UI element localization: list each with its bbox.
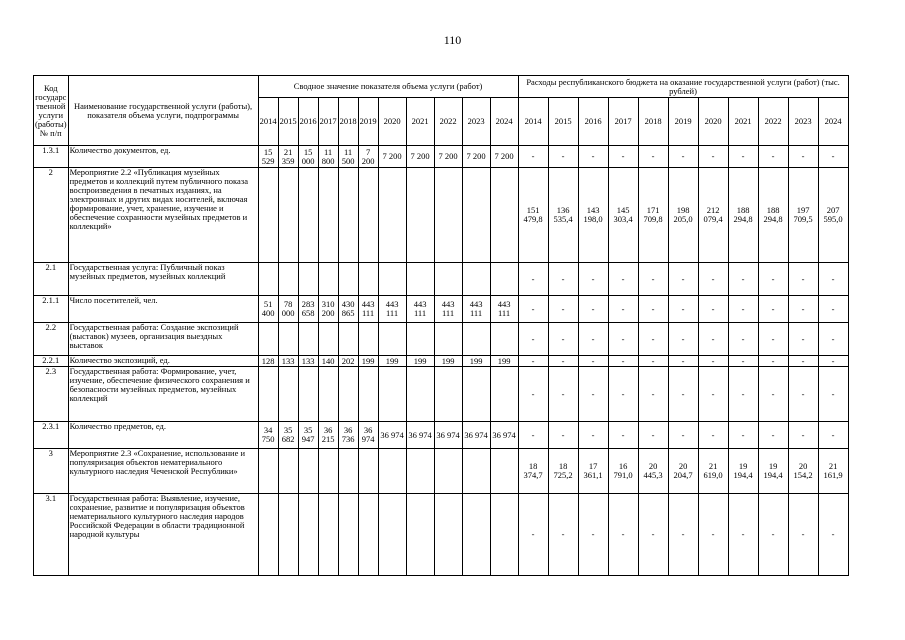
expense-cell: 197 709,5	[788, 168, 818, 263]
expense-cell: -	[788, 296, 818, 323]
volume-cell: 443 111	[358, 296, 378, 323]
expense-cell: 143 198,0	[578, 168, 608, 263]
volume-cell	[318, 449, 338, 494]
expense-year-header: 2022	[758, 98, 788, 146]
expense-cell: -	[728, 146, 758, 168]
volume-cell	[434, 263, 462, 296]
volume-cell	[490, 168, 518, 263]
volume-cell	[338, 494, 358, 576]
expense-cell: -	[608, 323, 638, 356]
expense-cell: -	[638, 367, 668, 422]
volume-cell	[358, 494, 378, 576]
volume-cell: 7 200	[462, 146, 490, 168]
expense-cell: -	[818, 296, 848, 323]
expense-cell: 145 303,4	[608, 168, 638, 263]
expense-cell: -	[728, 422, 758, 449]
expense-cell: -	[698, 296, 728, 323]
expense-cell: -	[608, 146, 638, 168]
expense-cell: -	[548, 296, 578, 323]
expense-cell: -	[518, 296, 548, 323]
expense-cell: -	[758, 494, 788, 576]
expense-cell: -	[518, 263, 548, 296]
volume-year-header: 2020	[378, 98, 406, 146]
row-code: 2.2	[34, 323, 69, 356]
expense-cell: -	[608, 263, 638, 296]
row-code: 2.3.1	[34, 422, 69, 449]
table-row	[34, 422, 849, 449]
expense-cell: -	[548, 263, 578, 296]
row-code: 2.1.1	[34, 296, 69, 323]
volume-cell	[298, 449, 318, 494]
expense-cell: -	[728, 323, 758, 356]
expense-cell: -	[818, 356, 848, 367]
volume-cell: 34 750	[258, 422, 278, 449]
expense-group-header: Расходы республиканского бюджета на оказание государственной услуги (работ) (тыс. рублей)	[518, 76, 848, 98]
expense-cell: -	[758, 422, 788, 449]
expense-cell: -	[758, 146, 788, 168]
expense-cell: -	[668, 323, 698, 356]
expense-cell: -	[758, 263, 788, 296]
volume-cell	[318, 494, 338, 576]
volume-year-header: 2023	[462, 98, 490, 146]
expense-cell: -	[758, 367, 788, 422]
volume-cell: 443 111	[378, 296, 406, 323]
volume-cell: 133	[298, 356, 318, 367]
expense-cell: -	[668, 263, 698, 296]
name-header: Наименование государственной услуги (работы), показателя объема услуги, подпрограммы	[68, 76, 258, 146]
expense-cell: -	[608, 356, 638, 367]
expense-cell: -	[638, 263, 668, 296]
volume-cell	[258, 449, 278, 494]
expense-cell: -	[578, 422, 608, 449]
expense-cell: -	[578, 296, 608, 323]
volume-cell	[358, 168, 378, 263]
row-name: Государственная работа: Создание экспозиций (выставок) музеев, организация выездных выставок	[68, 323, 258, 356]
expense-year-header: 2019	[668, 98, 698, 146]
table-row	[34, 356, 849, 367]
expense-cell: 18 374,7	[518, 449, 548, 494]
expense-cell: -	[758, 323, 788, 356]
expense-cell: -	[788, 356, 818, 367]
expense-year-header: 2016	[578, 98, 608, 146]
row-code: 2.2.1	[34, 356, 69, 367]
volume-cell	[490, 494, 518, 576]
volume-cell	[278, 367, 298, 422]
volume-cell: 36 974	[378, 422, 406, 449]
expense-cell: -	[668, 422, 698, 449]
volume-cell	[406, 367, 434, 422]
volume-cell: 36 215	[318, 422, 338, 449]
volume-cell	[258, 367, 278, 422]
volume-cell: 36 736	[338, 422, 358, 449]
volume-cell	[358, 367, 378, 422]
volume-year-header: 2014	[258, 98, 278, 146]
row-code: 2	[34, 168, 69, 263]
expense-cell: -	[578, 356, 608, 367]
volume-cell	[378, 263, 406, 296]
row-name: Государственная услуга: Публичный показ музейных предметов, музейных коллекций	[68, 263, 258, 296]
volume-cell: 78 000	[278, 296, 298, 323]
expense-cell: 19 194,4	[728, 449, 758, 494]
volume-cell	[358, 323, 378, 356]
volume-cell	[278, 494, 298, 576]
expense-year-header: 2018	[638, 98, 668, 146]
services-table	[33, 75, 849, 576]
volume-cell: 199	[462, 356, 490, 367]
volume-cell: 133	[278, 356, 298, 367]
volume-cell	[406, 168, 434, 263]
expense-cell: -	[728, 296, 758, 323]
table-row	[34, 263, 849, 296]
expense-cell: -	[698, 323, 728, 356]
volume-cell	[338, 323, 358, 356]
volume-cell	[378, 449, 406, 494]
expense-cell: -	[758, 356, 788, 367]
volume-cell	[318, 367, 338, 422]
volume-group-header: Сводное значение показателя объема услуги (работ)	[258, 76, 518, 98]
row-name: Государственная работа: Формирование, учет, изучение, обеспечение физического сохранения и безопасности музейных предметов, музейных коллекций	[68, 367, 258, 422]
volume-cell: 443 111	[434, 296, 462, 323]
expense-cell: -	[548, 494, 578, 576]
volume-year-header: 2021	[406, 98, 434, 146]
expense-cell: -	[818, 367, 848, 422]
volume-cell	[490, 263, 518, 296]
volume-cell: 7 200	[358, 146, 378, 168]
volume-cell	[318, 323, 338, 356]
volume-cell: 7 200	[378, 146, 406, 168]
expense-year-header: 2023	[788, 98, 818, 146]
expense-cell: -	[518, 367, 548, 422]
expense-cell: -	[698, 356, 728, 367]
volume-cell	[298, 367, 318, 422]
expense-cell: -	[518, 356, 548, 367]
row-code: 3.1	[34, 494, 69, 576]
row-name: Мероприятие 2.2 «Публикация музейных предметов и коллекций путем публичного показа воспроизведения в печатных изданиях, на электронных и других видах носителей, включая формирование, учет, хранение, изучение и обеспечение сохранности музейных предметов и коллекций»	[68, 168, 258, 263]
expense-cell: 21 619,0	[698, 449, 728, 494]
expense-cell: -	[668, 296, 698, 323]
expense-cell: -	[578, 367, 608, 422]
table-row	[34, 146, 849, 168]
expense-year-header: 2017	[608, 98, 638, 146]
expense-cell: 151 479,8	[518, 168, 548, 263]
volume-cell	[434, 323, 462, 356]
expense-cell: -	[788, 367, 818, 422]
volume-cell	[406, 494, 434, 576]
expense-year-header: 2021	[728, 98, 758, 146]
expense-cell: -	[608, 367, 638, 422]
expense-cell: -	[608, 494, 638, 576]
row-name: Мероприятие 2.3 «Сохранение, использование и популяризация объектов нематериального культурного наследия Чеченской Республики»	[68, 449, 258, 494]
volume-cell	[462, 168, 490, 263]
volume-year-header: 2017	[318, 98, 338, 146]
volume-cell	[462, 449, 490, 494]
expense-year-header: 2014	[518, 98, 548, 146]
volume-cell	[434, 367, 462, 422]
volume-cell: 35 682	[278, 422, 298, 449]
expense-cell: -	[788, 323, 818, 356]
volume-cell: 443 111	[490, 296, 518, 323]
volume-cell: 443 111	[462, 296, 490, 323]
volume-cell	[434, 168, 462, 263]
expense-cell: -	[698, 367, 728, 422]
volume-cell	[298, 494, 318, 576]
expense-cell: 19 194,4	[758, 449, 788, 494]
volume-cell: 36 974	[462, 422, 490, 449]
expense-year-header: 2020	[698, 98, 728, 146]
row-name: Число посетителей, чел.	[68, 296, 258, 323]
volume-cell	[358, 449, 378, 494]
expense-cell: -	[668, 146, 698, 168]
volume-cell: 36 974	[358, 422, 378, 449]
expense-cell: -	[638, 494, 668, 576]
expense-cell: -	[698, 263, 728, 296]
volume-cell	[298, 168, 318, 263]
expense-cell: -	[728, 494, 758, 576]
expense-cell: -	[548, 323, 578, 356]
volume-cell	[378, 494, 406, 576]
volume-cell	[378, 168, 406, 263]
row-name: Количество предметов, ед.	[68, 422, 258, 449]
volume-cell: 430 865	[338, 296, 358, 323]
expense-cell: -	[788, 146, 818, 168]
volume-cell	[338, 168, 358, 263]
expense-cell: 136 535,4	[548, 168, 578, 263]
expense-cell: -	[518, 146, 548, 168]
expense-cell: -	[668, 356, 698, 367]
expense-cell: -	[578, 263, 608, 296]
volume-cell	[298, 323, 318, 356]
expense-cell: -	[818, 422, 848, 449]
expense-cell: 198 205,0	[668, 168, 698, 263]
volume-cell: 140	[318, 356, 338, 367]
volume-cell	[378, 323, 406, 356]
volume-cell	[378, 367, 406, 422]
row-code: 2.3	[34, 367, 69, 422]
expense-cell: -	[788, 494, 818, 576]
expense-cell: 20 154,2	[788, 449, 818, 494]
expense-cell: -	[638, 356, 668, 367]
row-name: Государственная работа: Выявление, изучение, сохранение, развитие и популяризация объектов нематериального культурного наследия народов Российской Федерации в области традиционной народной культуры	[68, 494, 258, 576]
expense-cell: -	[638, 296, 668, 323]
volume-cell	[434, 494, 462, 576]
volume-cell	[258, 168, 278, 263]
volume-cell	[318, 263, 338, 296]
volume-year-header: 2018	[338, 98, 358, 146]
volume-cell	[338, 449, 358, 494]
volume-cell: 199	[358, 356, 378, 367]
volume-cell: 15 000	[298, 146, 318, 168]
volume-cell	[490, 367, 518, 422]
volume-cell: 199	[378, 356, 406, 367]
table-row	[34, 296, 849, 323]
expense-cell: 188 294,8	[758, 168, 788, 263]
volume-cell: 15 529	[258, 146, 278, 168]
table-row	[34, 168, 849, 263]
volume-cell: 21 359	[278, 146, 298, 168]
expense-cell: -	[608, 422, 638, 449]
expense-cell: 17 361,1	[578, 449, 608, 494]
volume-cell: 443 111	[406, 296, 434, 323]
expense-cell: 171 709,8	[638, 168, 668, 263]
volume-cell	[490, 449, 518, 494]
expense-cell: -	[728, 367, 758, 422]
expense-cell: -	[758, 296, 788, 323]
volume-cell: 283 658	[298, 296, 318, 323]
volume-cell	[462, 323, 490, 356]
volume-cell: 199	[434, 356, 462, 367]
expense-cell: 188 294,8	[728, 168, 758, 263]
volume-cell	[462, 263, 490, 296]
expense-cell: -	[518, 494, 548, 576]
volume-cell: 11 500	[338, 146, 358, 168]
expense-cell: 21 161,9	[818, 449, 848, 494]
volume-cell	[434, 449, 462, 494]
expense-cell: 20 204,7	[668, 449, 698, 494]
expense-cell: 207 595,0	[818, 168, 848, 263]
volume-cell	[406, 263, 434, 296]
volume-cell: 35 947	[298, 422, 318, 449]
expense-cell: -	[548, 367, 578, 422]
volume-cell	[490, 323, 518, 356]
expense-cell: -	[548, 146, 578, 168]
volume-year-header: 2015	[278, 98, 298, 146]
volume-cell	[338, 367, 358, 422]
expense-cell: -	[818, 494, 848, 576]
volume-cell	[258, 323, 278, 356]
table-row	[34, 367, 849, 422]
row-name: Количество документов, ед.	[68, 146, 258, 168]
volume-cell	[318, 168, 338, 263]
expense-cell: -	[728, 263, 758, 296]
volume-cell	[462, 494, 490, 576]
expense-cell: -	[818, 263, 848, 296]
expense-cell: -	[788, 422, 818, 449]
expense-cell: -	[548, 356, 578, 367]
row-code: 2.1	[34, 263, 69, 296]
volume-cell	[462, 367, 490, 422]
expense-cell: -	[638, 323, 668, 356]
expense-cell: -	[788, 263, 818, 296]
expense-cell: -	[698, 422, 728, 449]
volume-cell: 36 974	[434, 422, 462, 449]
row-name: Количество экспозиций, ед.	[68, 356, 258, 367]
volume-cell: 202	[338, 356, 358, 367]
volume-cell	[358, 263, 378, 296]
row-code: 3	[34, 449, 69, 494]
expense-cell: -	[578, 494, 608, 576]
code-header: Код государс твенной услуги (работы) № п/п	[34, 76, 69, 146]
expense-cell: -	[578, 146, 608, 168]
volume-cell	[406, 449, 434, 494]
volume-cell: 51 400	[258, 296, 278, 323]
expense-cell: 212 079,4	[698, 168, 728, 263]
volume-cell	[278, 168, 298, 263]
volume-cell: 128	[258, 356, 278, 367]
expense-year-header: 2024	[818, 98, 848, 146]
volume-cell	[406, 323, 434, 356]
volume-year-header: 2022	[434, 98, 462, 146]
expense-cell: -	[698, 494, 728, 576]
volume-cell	[338, 263, 358, 296]
volume-cell	[258, 494, 278, 576]
expense-cell: -	[668, 494, 698, 576]
volume-cell: 199	[490, 356, 518, 367]
expense-cell: -	[728, 356, 758, 367]
volume-cell: 7 200	[406, 146, 434, 168]
volume-cell: 7 200	[434, 146, 462, 168]
volume-cell	[278, 323, 298, 356]
expense-cell: -	[668, 367, 698, 422]
expense-cell: -	[818, 146, 848, 168]
volume-cell: 36 974	[406, 422, 434, 449]
volume-cell	[298, 263, 318, 296]
expense-cell: -	[638, 146, 668, 168]
volume-year-header: 2024	[490, 98, 518, 146]
expense-cell: -	[608, 296, 638, 323]
volume-year-header: 2019	[358, 98, 378, 146]
expense-cell: -	[698, 146, 728, 168]
table-row	[34, 449, 849, 494]
volume-cell	[278, 449, 298, 494]
expense-cell: -	[548, 422, 578, 449]
volume-cell: 11 800	[318, 146, 338, 168]
volume-cell: 310 200	[318, 296, 338, 323]
expense-cell: -	[578, 323, 608, 356]
expense-year-header: 2015	[548, 98, 578, 146]
page-number: 110	[443, 33, 462, 47]
expense-cell: -	[818, 323, 848, 356]
volume-cell	[258, 263, 278, 296]
expense-cell: 20 445,3	[638, 449, 668, 494]
table-row	[34, 494, 849, 576]
expense-cell: -	[518, 323, 548, 356]
table-row	[34, 323, 849, 356]
volume-cell: 199	[406, 356, 434, 367]
expense-cell: 18 725,2	[548, 449, 578, 494]
expense-cell: -	[638, 422, 668, 449]
volume-year-header: 2016	[298, 98, 318, 146]
volume-cell: 7 200	[490, 146, 518, 168]
expense-cell: 16 791,0	[608, 449, 638, 494]
volume-cell	[278, 263, 298, 296]
volume-cell: 36 974	[490, 422, 518, 449]
expense-cell: -	[518, 422, 548, 449]
row-code: 1.3.1	[34, 146, 69, 168]
